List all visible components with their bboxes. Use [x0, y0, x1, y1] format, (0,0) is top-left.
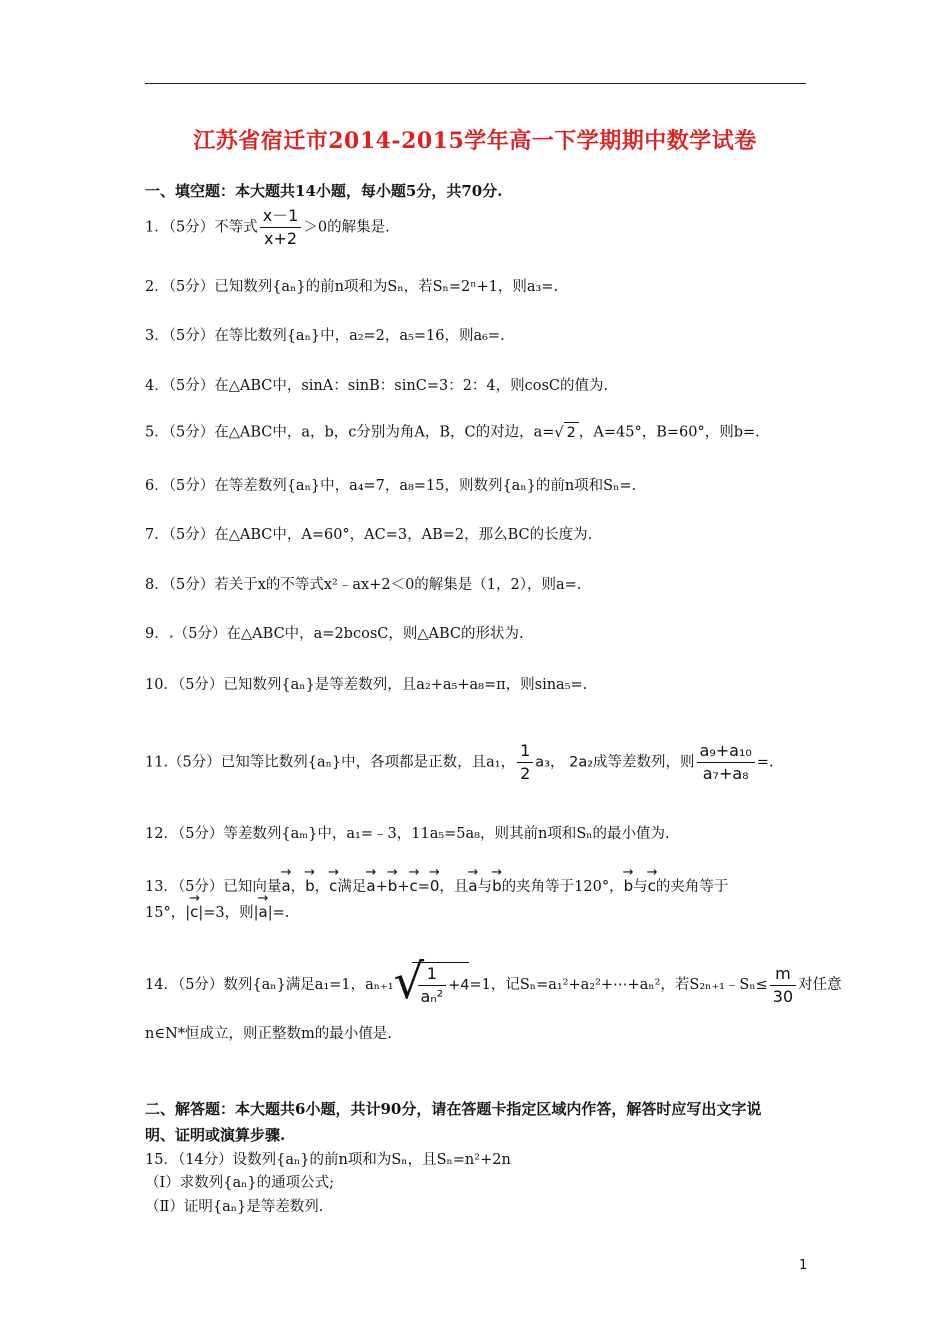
page-title: 江苏省宿迁市2014-2015学年高一下学期期中数学试卷	[193, 128, 757, 154]
question-9: 9．.（5分）在△ABC中，a=2bcosC，则△ABC的形状为.	[145, 625, 524, 642]
section-heading-answer-line2: 明、证明或演算步骤.	[145, 1126, 286, 1144]
vector-zero: → 0	[430, 872, 440, 896]
stray-dot: .	[168, 625, 174, 642]
question-14-line2: n∈N*恒成立，则正整数m的最小值是.	[145, 1026, 392, 1042]
question-15-part-2: （Ⅱ）证明{aₙ}是等差数列.	[145, 1199, 324, 1215]
fraction: $\frac{x-1}{x+2}$	[260, 205, 302, 250]
question-15-part-1: （Ⅰ）求数列{aₙ}的通项公式;	[145, 1175, 334, 1191]
question-4: 4．（5分）在△ABC中，sinA：sinB：sinC=3：2：4，则cosC的值为.	[145, 378, 609, 394]
question-8: 8．（5分）若关于x的不等式x²﹣ax+2＜0的解集是（1，2），则a=.	[145, 577, 582, 593]
sqrt: √ $\frac{1}{\text{aₙ²}}$ +4	[393, 954, 470, 1010]
vector-c: → c	[329, 872, 337, 896]
question-10: 10．（5分）已知数列{aₙ}是等差数列，且a₂+a₅+a₈=π，则sina₅=.	[145, 677, 588, 693]
section-heading-fill-blank: 一、填空题：本大题共14小题，每小题5分，共70分.	[145, 182, 503, 200]
question-6: 6．（5分）在等差数列{aₙ}中，a₄=7，a₈=15，则数列{aₙ}的前n项和Sₙ=.	[145, 478, 637, 494]
vector-a: → a	[281, 872, 290, 896]
question-3: 3．（5分）在等比数列{aₙ}中，a₂=2，a₅=16，则a₆=.	[145, 328, 505, 344]
header-rule	[145, 83, 806, 84]
question-1: 1．（5分）不等式 $\frac{x-1}{x+2}$ ＞0的解集是.	[145, 206, 390, 248]
section-heading-answer: 二、解答题：本大题共6小题，共计90分，请在答题卡指定区域内作答，解答时应写出文字说	[145, 1100, 762, 1118]
question-13-line2: 15°，|→ c|=3，则|→ a|=.	[145, 898, 289, 923]
question-11: 11.（5分）已知等比数列{aₙ}中，各项都是正数，且a₁， $\frac{1}{2}$ a₃， 2a₂成等差数列，则 $\frac{\text{a₉+a₁₀}}{\text{a₇+a₈}}$ =.	[145, 741, 774, 783]
question-2: 2．（5分）已知数列{aₙ}的前n项和为Sₙ，若Sₙ=2ⁿ+1，则a₃=.	[145, 279, 559, 295]
question-14: 14．（5分）数列{aₙ}满足a₁=1，aₙ₊₁ √ $\frac{1}{\text{aₙ²}}$ +4=1，记Sₙ=a₁²+a₂²+⋯+aₙ²，若S₂ₙ₊₁﹣Sₙ≤ $\frac{m}{30}$ 对任意	[145, 954, 842, 1010]
question-12: 12．（5分）等差数列{aₘ}中，a₁=﹣3，11a₅=5a₈，则其前n项和Sₙ的最小值为.	[145, 826, 670, 842]
vector-b: → b	[305, 872, 315, 896]
page-number: 1	[799, 1258, 808, 1273]
question-13: 13．（5分）已知向量→ a，→ b，→ c满足→ a+→ b+→ c=→ 0，且→ a与→ b的夹角等于120°，→ b与→ c的夹角等于	[145, 872, 728, 897]
sqrt: √ 2	[554, 422, 578, 443]
question-15: 15．（14分）设数列{aₙ}的前n项和为Sₙ，且Sₙ=n²+2n	[145, 1152, 511, 1168]
question-7: 7．（5分）在△ABC中，A=60°，AC=3，AB=2，那么BC的长度为.	[145, 527, 593, 543]
question-5: 5．（5分）在△ABC中，a，b，c分别为角A，B，C的对边，a=√ 2 ，A=45°，B=60°，则b=.	[145, 422, 760, 443]
